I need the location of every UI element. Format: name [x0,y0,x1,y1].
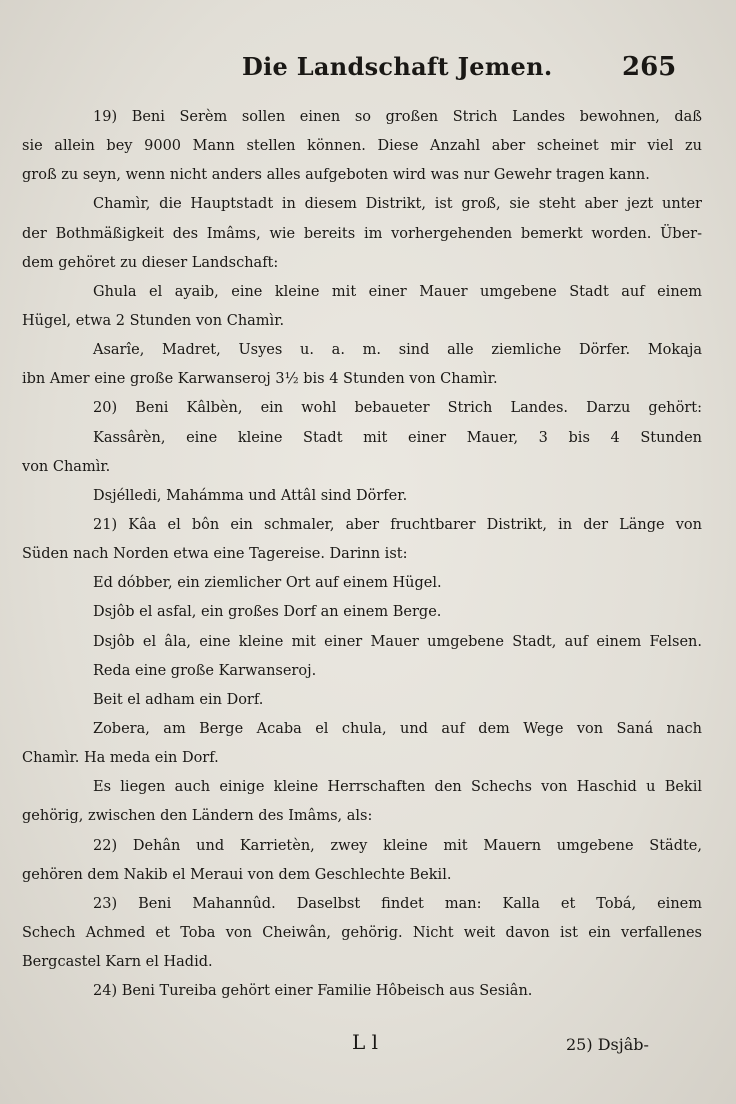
text-line: ibn Amer eine große Karwanseroj 3½ bis 4 Stunden von Chamìr. [22,371,498,388]
text-line: dem gehöret zu dieser Landschaft: [22,254,279,271]
text-line: Dsjôb el âla, eine kleine mit einer Mauer umgebene Stadt, auf einem Felsen. [93,633,702,650]
text-line: Bergcastel Karn el Hadid. [22,954,213,971]
text-line: Chamìr. Ha meda ein Dorf. [22,750,219,767]
text-line: der Bothmäßigkeit des Imâms, wie bereits im vorhergehenden bemerkt worden. Über- [22,225,702,242]
text-line: groß zu seyn, wenn nicht anders alles aufgeboten wird was nur Gewehr tragen kann. [22,167,650,184]
page-footer [0,1030,736,1066]
text-line: Asarîe, Madret, Usyes u. a. m. sind alle ziemliche Dörfer. Mokaja [93,342,702,359]
text-line: Kassârèn, eine kleine Stadt mit einer Mauer, 3 bis 4 Stunden [93,429,702,446]
text-line: Zobera, am Berge Acaba el chula, und auf dem Wege von Saná nach [93,720,702,737]
text-line: 22) Dehân und Karrietèn, zwey kleine mit Mauern umgebene Städte, [93,837,702,854]
text-line: Dsjôb el asfal, ein großes Dorf an einem Berge. [93,604,442,621]
text-line: 19) Beni Serèm sollen einen so großen Strich Landes bewohnen, daß [93,109,702,125]
text-line: Hügel, etwa 2 Stunden von Chamìr. [22,312,285,329]
text-line: 21) Kâa el bôn ein schmaler, aber fruchtbarer Distrikt, in der Länge von [93,516,702,533]
text-line: Ghula el ayaib, eine kleine mit einer Mauer umgebene Stadt auf einem [93,283,702,300]
text-line: 20) Beni Kâlbèn, ein wohl bebaueter Strich Landes. Darzu gehört: [93,400,702,417]
text-line: Es liegen auch einige kleine Herrschaften den Schechs von Haschid u Bekil [93,779,702,796]
text-line: von Chamìr. [22,458,111,475]
signature-mark: L l [352,1030,379,1054]
text-line: Beit el adham ein Dorf. [93,691,264,708]
text-line: Reda eine große Karwanseroj. [93,662,317,679]
catchword: 25) Dsjâb- [566,1035,649,1054]
text-line: Ed dóbber, ein ziemlicher Ort auf einem Hügel. [93,575,442,592]
page-header [0,52,736,92]
text-line: sie allein bey 9000 Mann stellen können. Diese Anzahl aber scheinet mir viel zu [22,138,702,155]
text-line: Dsjélledi, Mahámma und Attâl sind Dörfer. [93,487,408,504]
text-line: Chamìr, die Hauptstadt in diesem Distrikt, ist groß, sie steht aber jezt unter [93,196,702,213]
text-line: 23) Beni Mahannûd. Daselbst findet man: Kalla et Tobá, einem [93,895,702,912]
text-line: Schech Achmed et Toba von Cheiwân, gehörig. Nicht weit davon ist ein verfallenes [22,924,702,941]
text-line: gehörig, zwischen den Ländern des Imâms, als: [22,808,373,825]
text-line: Süden nach Norden etwa eine Tagereise. Darinn ist: [22,546,408,563]
text-line: 24) Beni Tureiba gehört einer Familie Hôbeisch aus Sesiân. [93,983,533,1000]
page-number: 265 [622,52,677,82]
text-line: gehören dem Nakib el Meraui von dem Geschlechte Bekil. [22,866,452,883]
running-title: Die Landschaft Jemen. [242,52,553,81]
page-body [22,103,702,1006]
